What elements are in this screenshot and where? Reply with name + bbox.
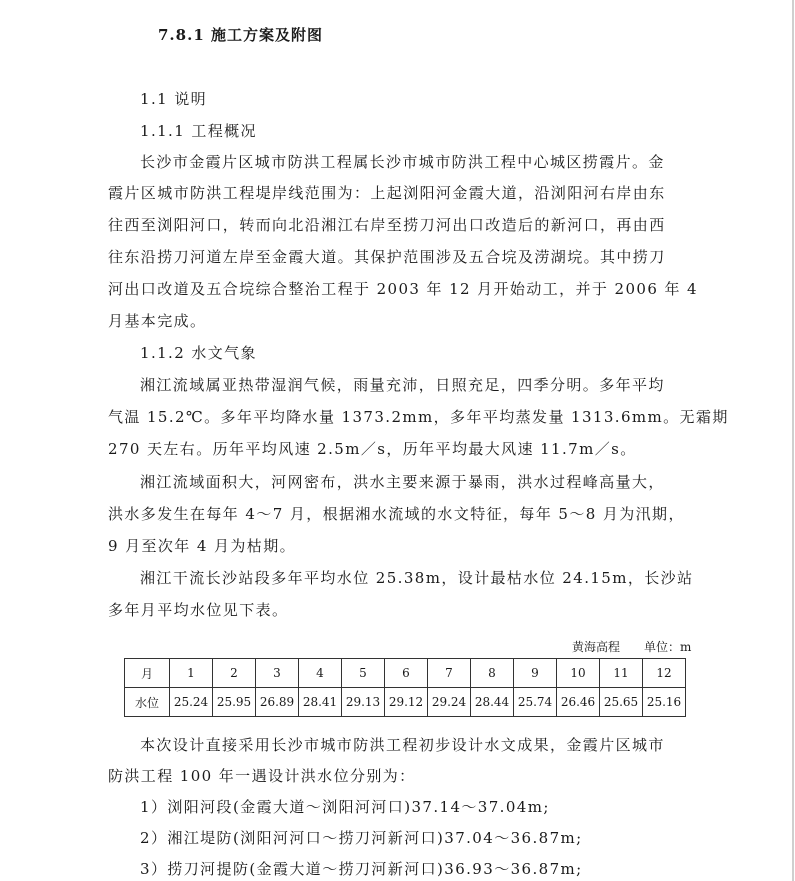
water-level-table (124, 658, 686, 717)
table-cell: 7 (428, 659, 471, 688)
table-cell: 1 (170, 659, 213, 688)
table-cell: 11 (600, 659, 643, 688)
paragraph-line: 往西至浏阳河口，转而向北沿湘江右岸至捞刀河出口改造后的新河口，再由西 (108, 216, 666, 234)
table-cell: 5 (342, 659, 385, 688)
list-item: 2）湘江堤防(浏阳河河口～捞刀河新河口)37.04～36.87m; (140, 829, 583, 847)
table-cell: 4 (299, 659, 342, 688)
heading-1-1-2: 1.1.2 水文气象 (140, 344, 257, 362)
heading-1-1-1: 1.1.1 工程概况 (140, 122, 257, 140)
table-header-cell: 月 (125, 659, 170, 688)
paragraph-line: 往东沿捞刀河道左岸至金霞大道。其保护范围涉及五合垸及涝湖垸。其中捞刀 (108, 248, 666, 266)
paragraph-line: 270 天左右。历年平均风速 2.5m／s，历年平均最大风速 11.7m／s。 (108, 440, 637, 458)
paragraph-line: 本次设计直接采用长沙市城市防洪工程初步设计水文成果，金霞片区城市 (140, 736, 665, 754)
paragraph-line: 多年月平均水位见下表。 (108, 601, 289, 619)
table-cell: 3 (256, 659, 299, 688)
table-cell: 12 (643, 659, 686, 688)
unit-note: 黄海高程 单位：m (572, 640, 692, 654)
table-cell: 10 (557, 659, 600, 688)
table-cell: 6 (385, 659, 428, 688)
table-cell: 29.13 (342, 688, 385, 717)
paragraph-line: 湘江干流长沙站段多年平均水位 25.38m，设计最枯水位 24.15m，长沙站 (140, 569, 694, 587)
table-cell: 29.24 (428, 688, 471, 717)
heading-1-1: 1.1 说明 (140, 90, 208, 108)
page-edge-divider (792, 0, 794, 881)
paragraph-line: 湘江流域属亚热带湿润气候，雨量充沛，日照充足，四季分明。多年平均 (140, 376, 665, 394)
paragraph-line: 河出口改道及五合垸综合整治工程于 2003 年 12 月开始动工，并于 2006 年 4 (108, 280, 698, 298)
table-cell: 28.44 (471, 688, 514, 717)
table-cell: 26.89 (256, 688, 299, 717)
paragraph-line: 湘江流域面积大，河网密布，洪水主要来源于暴雨，洪水过程峰高量大， (140, 473, 665, 491)
table-cell: 25.16 (643, 688, 686, 717)
table-cell: 26.46 (557, 688, 600, 717)
paragraph-line: 洪水多发生在每年 4～7 月，根据湘水流域的水文特征，每年 5～8 月为汛期， (108, 505, 685, 523)
paragraph-line: 长沙市金霞片区城市防洪工程属长沙市城市防洪工程中心城区捞霞片。金 (140, 153, 665, 171)
table-cell: 28.41 (299, 688, 342, 717)
paragraph-line: 9 月至次年 4 月为枯期。 (108, 537, 296, 555)
table-header-cell: 水位 (125, 688, 170, 717)
table-cell: 25.65 (600, 688, 643, 717)
section-title: 7.8.1 施工方案及附图 (158, 26, 323, 44)
table-cell: 25.24 (170, 688, 213, 717)
table-cell: 25.74 (514, 688, 557, 717)
paragraph-line: 防洪工程 100 年一遇设计洪水位分别为： (108, 767, 416, 785)
table-cell: 8 (471, 659, 514, 688)
table-cell: 25.95 (213, 688, 256, 717)
table-cell: 9 (514, 659, 557, 688)
table-cell: 2 (213, 659, 256, 688)
paragraph-line: 月基本完成。 (108, 312, 207, 330)
paragraph-line: 霞片区城市防洪工程堤岸线范围为：上起浏阳河金霞大道，沿浏阳河右岸由东 (108, 184, 666, 202)
list-item: 1）浏阳河段(金霞大道～浏阳河河口)37.14～37.04m; (140, 798, 550, 816)
table-cell: 29.12 (385, 688, 428, 717)
list-item: 3）捞刀河提防(金霞大道～捞刀河新河口)36.93～36.87m; (140, 860, 583, 878)
paragraph-line: 气温 15.2℃。多年平均降水量 1373.2mm，多年平均蒸发量 1313.6mm。无霜期 (108, 408, 729, 426)
table-row-months (125, 659, 686, 688)
table-row-levels (125, 688, 686, 717)
